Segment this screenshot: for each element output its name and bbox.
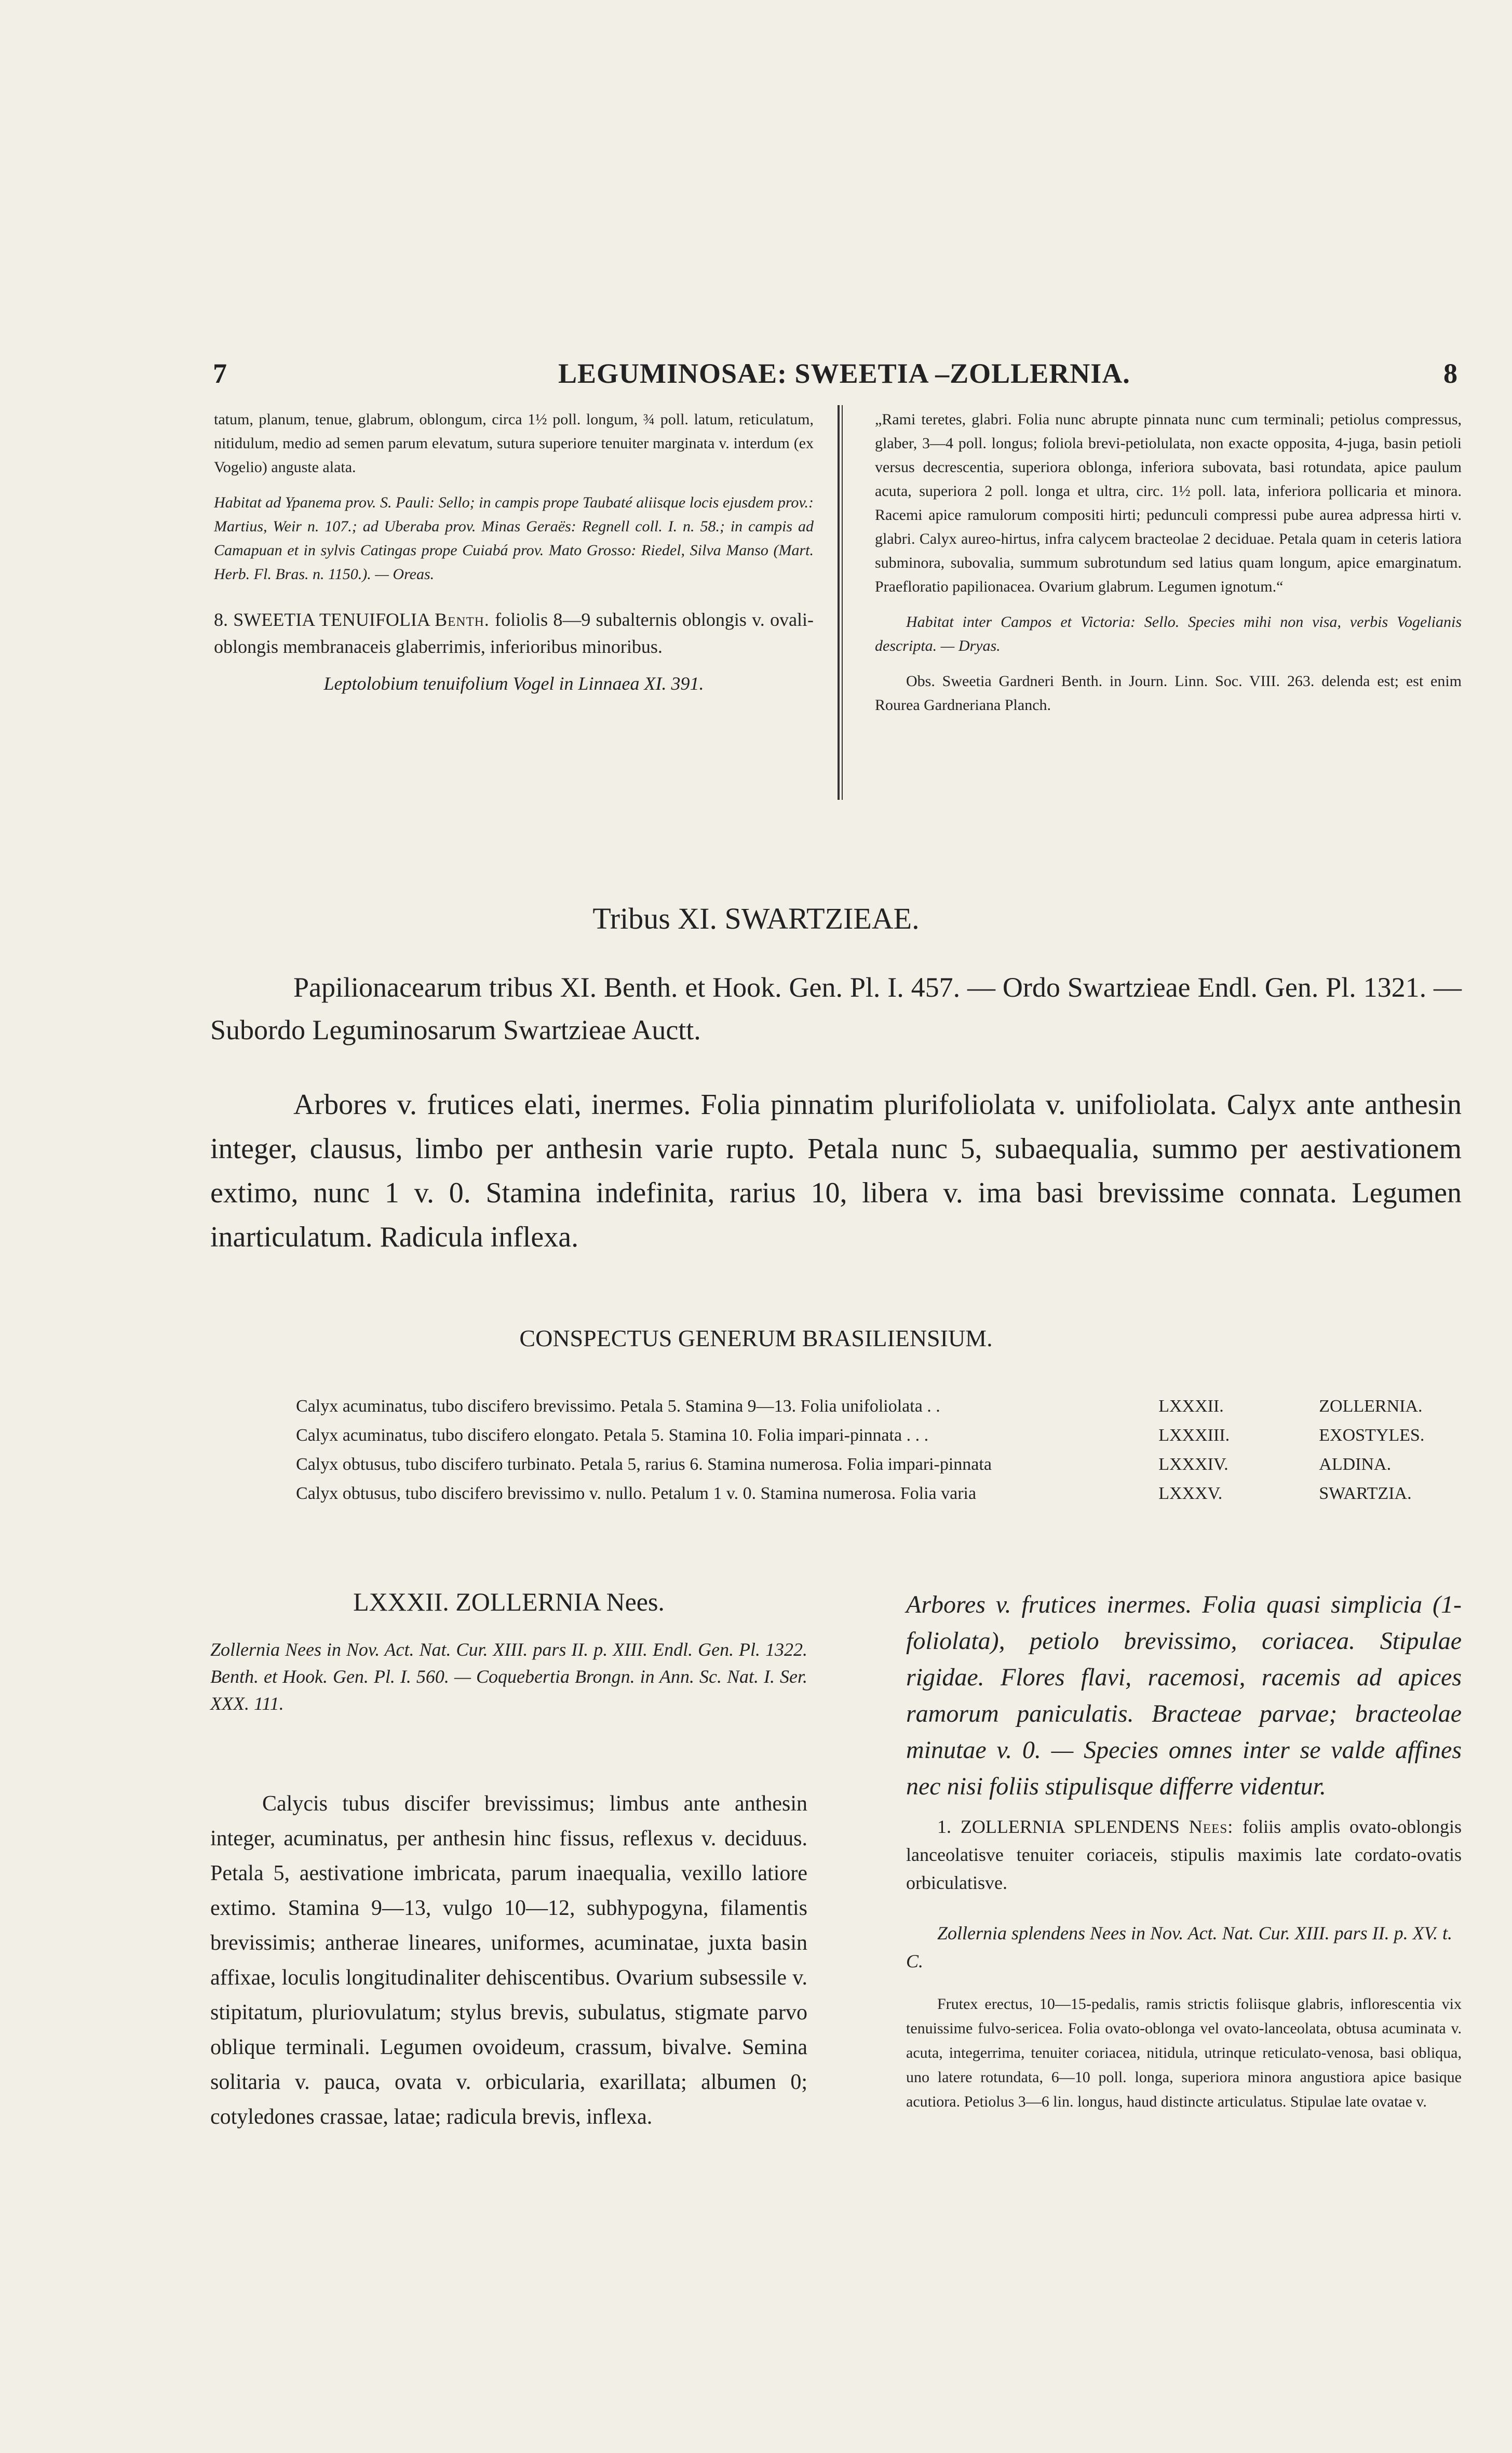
- species-1-name: 1. ZOLLERNIA SPLENDENS: [937, 1816, 1180, 1837]
- key-number: LXXXIII.: [1158, 1426, 1230, 1445]
- key-row: [296, 1450, 1469, 1479]
- species-1-diagnosis: [906, 1813, 1462, 1897]
- key-description: Calyx obtusus, tubo discifero brevissimo v. nullo. Petalum 1 v. 0. Stamina numerosa. Folia varia: [296, 1484, 977, 1503]
- species-8-synonym: Leptolobium tenuifolium Vogel in Linnaea XI. 391.: [323, 673, 704, 694]
- paragraph-habitat: Habitat ad Ypanema prov. S. Pauli: Sello; in campis prope Taubaté aliisque locis ejusdem prov.: Martius, Weir n. 107.; ad Uberaba prov. Minas Geraës: Regnell coll. I. n. 58.; in campis ad Camapuan et in sylvis Catingas prope Cuiabá prov. Mato Grosso: Riedel, Silva Manso (Mart. Herb. Fl. Bras. n. 1150.). — Oreas.: [214, 494, 814, 583]
- key-row: [296, 1479, 1469, 1508]
- paragraph-fruit-description: tatum, planum, tenue, glabrum, oblongum, circa 1½ poll. longum, ¾ poll. latum, reticulatum, nitidulum, medio ad semen parum elevatum, sutura superiore tenuiter marginata v. interdum (ex Vogelio) anguste alata.: [214, 411, 814, 476]
- column-divider-thin: [842, 405, 843, 800]
- running-title: LEGUMINOSAE: SWEETIA –ZOLLERNIA.: [558, 358, 1130, 389]
- key-genus: ALDINA.: [1319, 1455, 1392, 1474]
- paragraph-habitat-right: Habitat inter Campos et Victoria: Sello. Species mihi non visa, verbis Vogelianis descripta. — Dryas.: [875, 613, 1462, 654]
- species-8-author: Benth.: [435, 609, 490, 630]
- key-description: Calyx acuminatus, tubo discifero brevissimo. Petala 5. Stamina 9—13. Folia unifoliolata . .: [296, 1397, 940, 1416]
- species-8-diagnosis: [214, 606, 814, 660]
- key-genus: EXOSTYLES.: [1319, 1426, 1425, 1445]
- top-left-column: [214, 408, 814, 695]
- top-right-column: [875, 408, 1462, 717]
- page-number-left: 7: [213, 358, 227, 389]
- conspectus-title: CONSPECTUS GENERUM BRASILIENSIUM.: [519, 1325, 993, 1351]
- species-1-text: foliis amplis ovato-oblongis lanceolatisve tenuiter coriaceis, stipulis maximis late cordato-ovatis orbiculatisve.: [906, 1816, 1462, 1893]
- tribus-description: Arbores v. frutices elati, inermes. Folia pinnatim plurifoliolata v. unifoliolata. Calyx ante anthesin integer, clausus, limbo per anthesin varie rupto. Petala nunc 5, subaequalia, summo per aestivationem extimo, nunc 1 v. 0. Stamina indefinita, rarius 10, libera v. ima basi brevissime connata. Legumen inarticulatum. Radicula inflexa.: [210, 1089, 1462, 1253]
- conspectus-key: [296, 1392, 1469, 1508]
- genus-title: LXXXII. ZOLLERNIA Nees.: [353, 1587, 665, 1616]
- species-8-name: 8. SWEETIA TENUIFOLIA: [214, 609, 429, 630]
- genus-synonymy: Zollernia Nees in Nov. Act. Nat. Cur. XIII. pars II. p. XIII. Endl. Gen. Pl. 1322. Benth. et Hook. Gen. Pl. I. 560. — Coquebertia Brongn. in Ann. Sc. Nat. I. Ser. XXX. 111.: [210, 1639, 807, 1714]
- species-1-author: Nees:: [1189, 1816, 1234, 1837]
- key-row: [296, 1392, 1469, 1421]
- key-number: LXXXIV.: [1158, 1455, 1228, 1474]
- key-description: Calyx obtusus, tubo discifero turbinato. Petala 5, rarius 6. Stamina numerosa. Folia impari-pinnata: [296, 1455, 992, 1474]
- species-1-reference: Zollernia splendens Nees in Nov. Act. Nat. Cur. XIII. pars II. p. XV. t. C.: [906, 1923, 1452, 1972]
- paragraph-species-description: „Rami teretes, glabri. Folia nunc abrupte pinnata nunc cum terminali; petiolus compressus, glaber, 3—4 poll. longus; foliola brevi-petiolulata, non exacte opposita, 4-juga, basin petioli versus decrescentia, superiora oblonga, inferiora subovata, basi rotundata, apice paulum acuta, superiora 2 poll. longa et ultra, circ. 1½ poll. lata, inferiora pollicaria et minora. Racemi apice ramulorum compositi hirti; pedunculi compressi pube aurea adpressa hirti v. glabri. Calyx aureo-hirtus, infra calycem bracteolae 2 deciduae. Petala quam in ceteris latiora subminora, subovalia, summum subrotundum sed latius quam longum, apice emarginatum. Praefloratio papilionacea. Ovarium glabrum. Legumen ignotum.“: [875, 411, 1462, 595]
- tribus-title: Tribus XI. SWARTZIEAE.: [592, 902, 920, 935]
- paragraph-observation: Obs. Sweetia Gardneri Benth. in Journ. Linn. Soc. VIII. 263. delenda est; est enim Rourea Gardneriana Planch.: [875, 673, 1462, 714]
- genus-habit: Arbores v. frutices inermes. Folia quasi simplicia (1-foliolata), petiolo brevissimo, coriacea. Stipulae rigidae. Flores flavi, racemosi, racemis ad apices ramorum paniculatis. Bracteae parvae; bracteolae minutae v. 0. — Species omnes inter se valde affines nec nisi foliis stipulisque differre videntur.: [906, 1591, 1462, 1800]
- key-row: [296, 1421, 1469, 1450]
- key-genus: SWARTZIA.: [1319, 1484, 1412, 1503]
- species-8-text: foliolis 8—9 subalternis oblongis v. ovali-oblongis membranaceis glaberrimis, inferioribus minoribus.: [214, 609, 814, 657]
- genus-description: Calycis tubus discifer brevissimus; limbus ante anthesin integer, acuminatus, per anthesin hinc fissus, reflexus v. deciduus. Petala 5, aestivatione imbricata, parum inaequalia, vexillo latiore extimo. Stamina 9—13, vulgo 10—12, subhypogyna, filamentis brevissimis; antherae lineares, uniformes, acuminatae, juxta basin affixae, loculis longitudinaliter dehiscentibus. Ovarium subsessile v. stipitatum, pluriovulatum; stylus brevis, subulatus, stigmate parvo oblique terminali. Legumen ovoideum, crassum, bivalve. Semina solitaria v. pauca, ovata v. orbicularia, exarillata; albumen 0; cotyledones crassae, latae; radicula brevis, inflexa.: [210, 1792, 807, 2129]
- tribus-reference: Papilionacearum tribus XI. Benth. et Hook. Gen. Pl. I. 457. — Ordo Swartzieae Endl. Gen. Pl. 1321. — Subordo Leguminosarum Swartzieae Auctt.: [210, 972, 1462, 1045]
- key-number: LXXXV.: [1158, 1484, 1223, 1503]
- key-genus: ZOLLERNIA.: [1319, 1397, 1423, 1416]
- species-1-description: Frutex erectus, 10—15-pedalis, ramis strictis foliisque glabris, inflorescentia vix tenuissime fulvo-sericea. Folia ovato-oblonga vel ovato-lanceolata, obtusa acuminata v. acuta, integerrima, tenuiter coriacea, nitidula, utrinque reticulato-venosa, basi obliqua, uno latere rotundata, 6—10 poll. longa, superiora minora angustiora apice basique acutiora. Petiolus 3—6 lin. longus, haud distincte articulatus. Stipulae late ovatae v.: [906, 1995, 1462, 2110]
- page-number-right: 8: [1443, 358, 1458, 389]
- key-description: Calyx acuminatus, tubo discifero elongato. Petala 5. Stamina 10. Folia impari-pinnata . . .: [296, 1426, 929, 1445]
- key-number: LXXXII.: [1158, 1397, 1224, 1416]
- column-divider: [838, 405, 840, 800]
